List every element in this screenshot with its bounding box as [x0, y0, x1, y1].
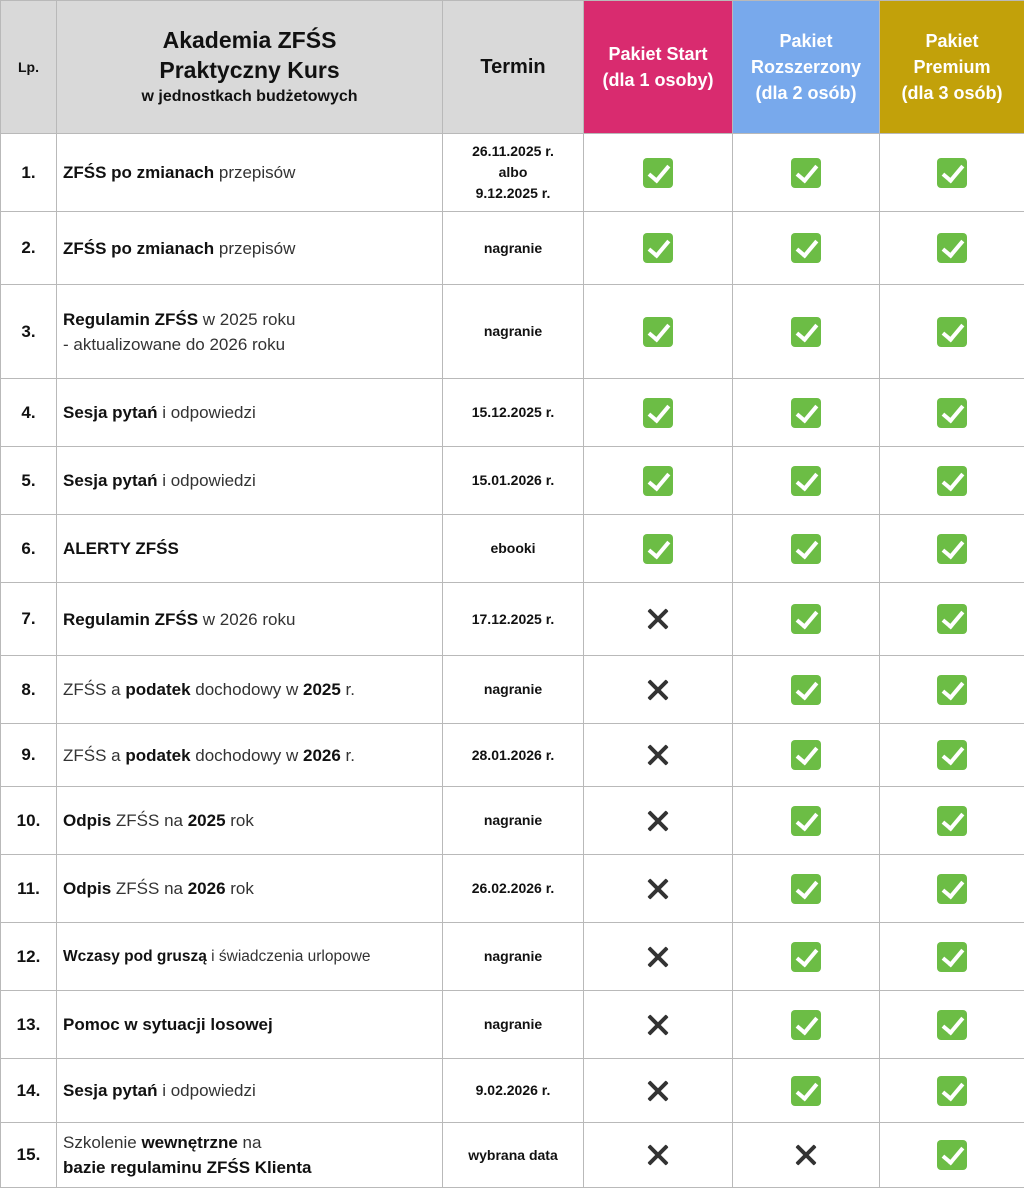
course-name-bold: Odpis: [63, 811, 112, 830]
course-term-line: nagranie: [483, 1016, 543, 1032]
course-term: [443, 212, 584, 285]
package-premium-cell: [880, 379, 1024, 447]
checkmark-icon: [791, 398, 821, 428]
course-name: [57, 923, 443, 991]
course-name-text: i świadczenia urlopowe: [206, 948, 371, 965]
course-name-text: w 2026 roku: [198, 609, 296, 629]
package-extended-cell: [733, 1059, 880, 1123]
course-name-text: Szkolenie: [63, 1133, 142, 1152]
checkmark-icon: [937, 1010, 967, 1040]
package-start-cell: [584, 787, 733, 855]
package-start-cell: [584, 447, 733, 515]
course-term: [443, 134, 584, 212]
course-name-bold: 2025: [187, 811, 226, 830]
header-lp: Lp.: [1, 1, 57, 134]
checkmark-icon: [937, 398, 967, 428]
course-term-line: 15.01.2026 r.: [471, 472, 555, 488]
table-row: [1, 134, 1024, 212]
package-extended-cell: [733, 787, 880, 855]
course-name-line: [63, 160, 442, 185]
package-start-cell: [584, 134, 733, 212]
row-number: 10.: [1, 787, 57, 855]
package-label-line: Pakiet Start: [608, 44, 708, 64]
table-row: [1, 724, 1024, 787]
package-extended-cell: [733, 379, 880, 447]
course-term-line: nagranie: [483, 239, 543, 256]
course-name-line: [63, 332, 442, 357]
course-name-text: r.: [340, 680, 355, 699]
package-extended-cell: [733, 991, 880, 1059]
checkmark-icon: [937, 806, 967, 836]
cross-icon: [647, 608, 669, 630]
course-name-text: ZFŚS na: [111, 879, 188, 898]
cross-icon: [647, 878, 669, 900]
header-row: [1, 1, 1024, 134]
package-extended-cell: [733, 212, 880, 285]
table-row: [1, 285, 1024, 379]
checkmark-icon: [643, 317, 673, 347]
course-name-text: rok: [225, 879, 254, 898]
course-name-line: [63, 677, 442, 702]
course-term-line: nagranie: [483, 812, 543, 828]
course-name-bold: ZFŚS po zmianach: [63, 238, 215, 258]
course-term-line: 9.02.2026 r.: [475, 1082, 551, 1098]
row-number: 12.: [1, 923, 57, 991]
course-name: [57, 787, 443, 855]
row-number: 2.: [1, 212, 57, 285]
course-name-bold: 2026: [303, 745, 341, 765]
checkmark-icon: [937, 534, 967, 564]
table-row: [1, 447, 1024, 515]
course-name-line: [63, 307, 442, 332]
course-name: [57, 991, 443, 1059]
course-term-line: nagranie: [483, 323, 543, 339]
checkmark-icon: [937, 466, 967, 496]
package-start-cell: [584, 583, 733, 656]
package-start-cell: [584, 379, 733, 447]
package-extended-cell: [733, 583, 880, 656]
table-row: [1, 212, 1024, 285]
course-name-bold: podatek: [125, 745, 191, 765]
table-row: [1, 855, 1024, 923]
package-premium-cell: [880, 923, 1024, 991]
cross-icon: [795, 1144, 817, 1166]
row-number: 11.: [1, 855, 57, 923]
package-premium-cell: [880, 787, 1024, 855]
checkmark-icon: [643, 466, 673, 496]
course-term: [443, 379, 584, 447]
checkmark-icon: [643, 534, 673, 564]
checkmark-icon: [791, 534, 821, 564]
package-extended-cell: [733, 724, 880, 787]
row-number: 14.: [1, 1059, 57, 1123]
package-premium-cell: [880, 855, 1024, 923]
package-premium-cell: [880, 656, 1024, 724]
package-start-cell: [584, 1123, 733, 1188]
course-term: [443, 724, 584, 787]
package-start-cell: [584, 1059, 733, 1123]
cross-icon: [647, 1144, 669, 1166]
course-term: [443, 787, 584, 855]
course-name-text: - aktualizowane do 2026 roku: [63, 334, 286, 354]
row-number: 5.: [1, 447, 57, 515]
package-extended-cell: [733, 134, 880, 212]
checkmark-icon: [937, 233, 967, 263]
course-name-text: na: [237, 1133, 262, 1152]
row-number: 3.: [1, 285, 57, 379]
checkmark-icon: [643, 398, 673, 428]
course-name-bold: Regulamin ZFŚS: [63, 609, 199, 629]
package-start-cell: [584, 285, 733, 379]
checkmark-icon: [937, 675, 967, 705]
course-name-line: [63, 1078, 442, 1103]
course-term: [443, 583, 584, 656]
course-name-bold: 2026: [187, 879, 226, 898]
header-package-premium: [880, 1, 1024, 134]
checkmark-icon: [791, 466, 821, 496]
course-name-text: w 2025 roku: [198, 309, 296, 329]
header-course-title: [57, 1, 443, 134]
course-name-line: [63, 876, 442, 901]
course-name-bold: Wczasy pod gruszą: [63, 948, 207, 965]
checkmark-icon: [937, 1076, 967, 1106]
course-name: [57, 855, 443, 923]
course-name-line: [63, 1130, 442, 1155]
row-number: 9.: [1, 724, 57, 787]
course-term-line: 26.02.2026 r.: [471, 880, 555, 896]
course-title-line2: Praktyczny Kurs: [159, 57, 340, 83]
checkmark-icon: [937, 874, 967, 904]
table-row: [1, 787, 1024, 855]
package-extended-cell: [733, 656, 880, 724]
package-label-line: (dla 1 osoby): [602, 70, 714, 90]
course-name-bold: Pomoc w sytuacji losowej: [63, 1015, 273, 1034]
course-name-bold: Sesja pytań: [63, 1081, 158, 1100]
checkmark-icon: [791, 1010, 821, 1040]
package-extended-cell: [733, 1123, 880, 1188]
package-start-cell: [584, 515, 733, 583]
package-premium-cell: [880, 724, 1024, 787]
course-term-line: 28.01.2026 r.: [471, 746, 555, 763]
course-term: [443, 656, 584, 724]
course-name: [57, 1059, 443, 1123]
cross-icon: [647, 1080, 669, 1102]
row-number: 6.: [1, 515, 57, 583]
course-name-line: [63, 536, 442, 561]
row-number: 15.: [1, 1123, 57, 1188]
course-term: [443, 447, 584, 515]
row-number: 13.: [1, 991, 57, 1059]
table-row: [1, 991, 1024, 1059]
course-name: [57, 1123, 443, 1188]
course-term: [443, 1059, 584, 1123]
header-term: Termin: [443, 1, 584, 134]
course-name: [57, 447, 443, 515]
checkmark-icon: [791, 1076, 821, 1106]
package-label-line: Rozszerzony: [750, 57, 862, 77]
package-extended-cell: [733, 515, 880, 583]
course-name-line: [63, 468, 442, 493]
table-row: [1, 515, 1024, 583]
course-term-line: 26.11.2025 r.: [472, 143, 554, 159]
cross-icon: [647, 744, 669, 766]
course-name: [57, 134, 443, 212]
course-name-bold: Sesja pytań: [63, 471, 158, 490]
course-name-text: ZFŚS a: [63, 680, 126, 699]
package-label-line: Pakiet: [779, 31, 833, 51]
package-extended-cell: [733, 855, 880, 923]
course-name: [57, 285, 443, 379]
package-start-cell: [584, 923, 733, 991]
checkmark-icon: [937, 158, 967, 188]
course-name: [57, 656, 443, 724]
course-name-bold: 2025: [303, 680, 341, 699]
table-row: [1, 1123, 1024, 1188]
package-premium-cell: [880, 447, 1024, 515]
course-name: [57, 212, 443, 285]
checkmark-icon: [937, 942, 967, 972]
package-premium-cell: [880, 583, 1024, 656]
package-start-cell: [584, 656, 733, 724]
course-name: [57, 379, 443, 447]
table-row: [1, 656, 1024, 724]
package-extended-cell: [733, 923, 880, 991]
checkmark-icon: [937, 604, 967, 634]
course-name-bold: Regulamin ZFŚS: [63, 309, 199, 329]
checkmark-icon: [643, 233, 673, 263]
package-start-cell: [584, 724, 733, 787]
course-name-text: ZFŚS na: [111, 811, 188, 830]
checkmark-icon: [791, 675, 821, 705]
checkmark-icon: [791, 158, 821, 188]
header-package-start: [584, 1, 733, 134]
package-premium-cell: [880, 991, 1024, 1059]
course-term: [443, 991, 584, 1059]
course-title-line3: w jednostkach budżetowych: [141, 88, 358, 105]
package-label-line: (dla 2 osób): [755, 83, 857, 103]
course-title-line1: Akademia ZFŚS: [162, 27, 337, 53]
course-name-text: i odpowiedzi: [157, 1081, 256, 1100]
cross-icon: [647, 946, 669, 968]
package-premium-cell: [880, 515, 1024, 583]
checkmark-icon: [791, 604, 821, 634]
table-row: [1, 1059, 1024, 1123]
course-term: [443, 923, 584, 991]
package-premium-cell: [880, 1059, 1024, 1123]
checkmark-icon: [791, 233, 821, 263]
package-start-cell: [584, 855, 733, 923]
package-label-line: Pakiet: [925, 31, 979, 51]
checkmark-icon: [791, 942, 821, 972]
course-term-line: albo: [498, 164, 528, 180]
cross-icon: [647, 810, 669, 832]
course-name-text: ZFŚS a: [63, 745, 126, 765]
package-premium-cell: [880, 285, 1024, 379]
course-name-line: [63, 607, 442, 632]
course-term-line: 15.12.2025 r.: [471, 404, 555, 420]
package-start-cell: [584, 212, 733, 285]
course-name-line: [63, 944, 442, 969]
course-name-line: [63, 808, 442, 833]
package-premium-cell: [880, 212, 1024, 285]
table-row: [1, 923, 1024, 991]
checkmark-icon: [643, 158, 673, 188]
course-name: [57, 724, 443, 787]
package-extended-cell: [733, 285, 880, 379]
course-name-bold: podatek: [125, 680, 191, 699]
row-number: 8.: [1, 656, 57, 724]
course-name-text: r.: [340, 745, 355, 765]
checkmark-icon: [791, 874, 821, 904]
course-term: [443, 1123, 584, 1188]
checkmark-icon: [937, 317, 967, 347]
course-term-line: nagranie: [483, 681, 543, 697]
row-number: 4.: [1, 379, 57, 447]
course-name-bold: bazie regulaminu ZFŚS Klienta: [63, 1158, 312, 1177]
course-name-line: [63, 400, 442, 425]
course-name-bold: ZFŚS po zmianach: [63, 163, 215, 182]
course-name: [57, 515, 443, 583]
course-name-line: [63, 236, 442, 261]
course-name-bold: wewnętrzne: [141, 1133, 238, 1152]
checkmark-icon: [791, 806, 821, 836]
table-row: [1, 583, 1024, 656]
course-name-text: i odpowiedzi: [157, 471, 256, 490]
package-extended-cell: [733, 447, 880, 515]
course-name-text: dochodowy w: [190, 745, 303, 765]
course-term: [443, 855, 584, 923]
course-term: [443, 515, 584, 583]
checkmark-icon: [937, 1140, 967, 1170]
course-name-bold: Sesja pytań: [63, 403, 158, 422]
course-name-bold: ALERTY ZFŚS: [63, 539, 179, 558]
package-label-line: (dla 3 osób): [901, 83, 1003, 103]
course-name-text: przepisów: [214, 163, 296, 182]
course-name-line: [63, 743, 442, 768]
course-name-bold: Odpis: [63, 879, 112, 898]
course-name-text: i odpowiedzi: [157, 403, 256, 422]
checkmark-icon: [791, 317, 821, 347]
course-name-line: [63, 1155, 442, 1180]
package-start-cell: [584, 991, 733, 1059]
checkmark-icon: [937, 740, 967, 770]
package-label-line: Premium: [913, 57, 991, 77]
course-term: [443, 285, 584, 379]
checkmark-icon: [791, 740, 821, 770]
course-name: [57, 583, 443, 656]
cross-icon: [647, 679, 669, 701]
course-term-line: nagranie: [483, 948, 543, 964]
package-premium-cell: [880, 134, 1024, 212]
course-name-line: [63, 1012, 442, 1037]
table-body: [1, 134, 1024, 1188]
cross-icon: [647, 1014, 669, 1036]
course-name-text: rok: [225, 811, 254, 830]
package-premium-cell: [880, 1123, 1024, 1188]
course-name-text: dochodowy w: [190, 680, 303, 699]
course-term-line: 9.12.2025 r.: [475, 185, 551, 201]
header-package-extended: [733, 1, 880, 134]
course-name-text: przepisów: [214, 238, 296, 258]
course-term-line: 17.12.2025 r.: [471, 610, 555, 627]
row-number: 1.: [1, 134, 57, 212]
table-row: [1, 379, 1024, 447]
course-term-line: wybrana data: [468, 1146, 558, 1163]
row-number: 7.: [1, 583, 57, 656]
course-term-line: ebooki: [490, 540, 536, 556]
